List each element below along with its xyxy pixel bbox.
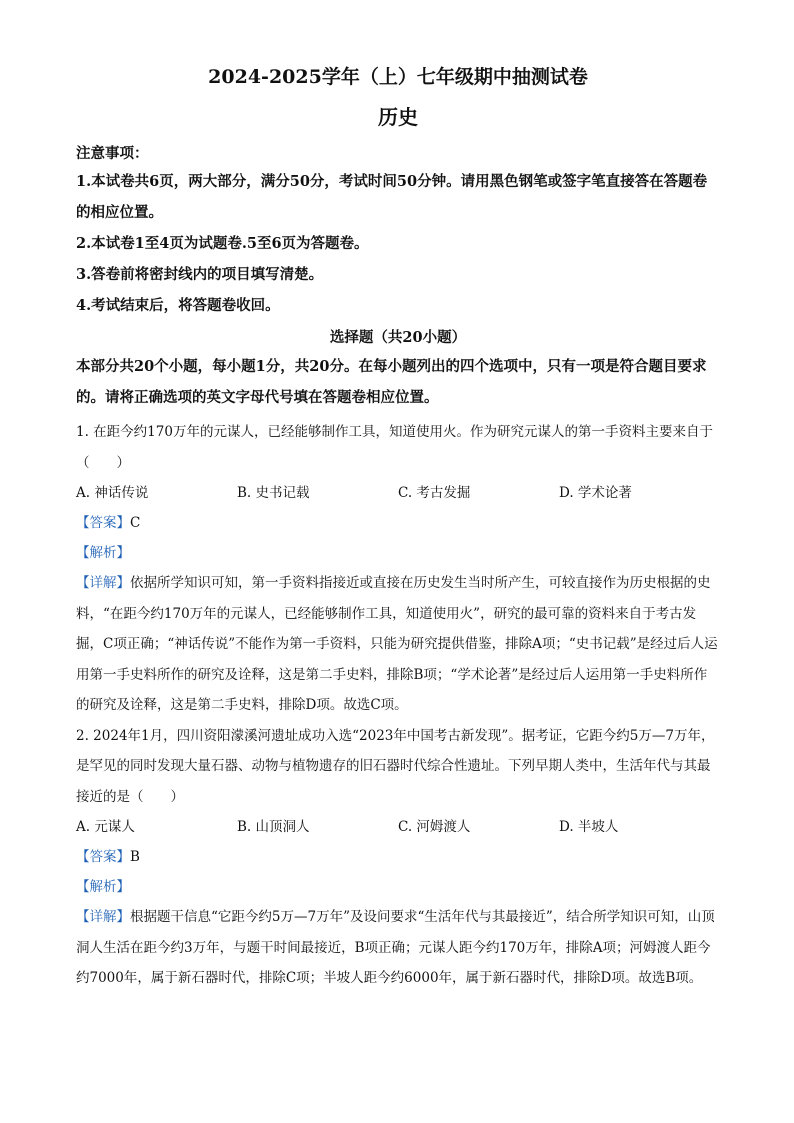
detail-label: 【详解】	[76, 575, 130, 591]
answer-line	[76, 508, 720, 538]
option-b: B. 山顶洞人	[237, 819, 310, 835]
notice-item: 4.考试结束后，将答题卷收回。	[76, 297, 280, 314]
detail-label: 【详解】	[76, 909, 130, 925]
question-1	[76, 417, 720, 721]
answer-value: C	[130, 515, 141, 531]
question-2	[76, 721, 720, 994]
subject-title: 历史	[378, 105, 418, 129]
option-b: B. 史书记载	[237, 485, 310, 501]
question-stem: 1. 在距今约170万年的元谋人，已经能够制作工具，知道使用火。作为研究元谋人的第一手资料主要来自于（ ）	[76, 424, 713, 471]
option-c: C. 考古发掘	[398, 485, 471, 501]
detail-text: 根据题干信息“它距今约5万—7万年”及设问要求“生活年代与其最接近”，结合所学知识可知，山顶洞人生活在距今约3万年，与题干时间最接近，B项正确；元谋人距今约170万年，排除A项；河姆渡人距今约7000年，属于新石器时代，排除C项；半坡人距今约6000年，属于新石器时代，排除D项。故选B项。	[76, 909, 715, 986]
option-a: A. 元谋人	[76, 819, 135, 835]
answer-value: B	[130, 849, 140, 865]
question-stem: 2. 2024年1月，四川资阳濛溪河遗址成功入选“2023年中国考古新发现”。据考证，它距今约5万—7万年，是罕见的同时发现大量石器、动物与植物遗存的旧石器时代综合性遗址。下列早期人类中，生活年代与其最接近的是（ ）	[76, 727, 715, 805]
option-list	[76, 478, 720, 508]
option-d: D. 学术论著	[559, 485, 632, 501]
section-instruction: 本部分共20个小题，每小题1分，共20分。在每小题列出的四个选项中，只有一项是符合题目要求的。请将正确选项的英文字母代号填在答题卷相应位置。	[76, 358, 707, 406]
detail-paragraph	[76, 902, 720, 994]
option-d: D. 半坡人	[559, 819, 619, 835]
exam-page	[76, 62, 720, 994]
notice-block	[76, 142, 720, 321]
analysis-label: 【解析】	[76, 879, 130, 895]
exam-title: 2024-2025学年（上）七年级期中抽测试卷	[208, 66, 588, 88]
answer-label: 【答案】	[76, 515, 130, 531]
notice-item: 1.本试卷共6页，两大部分，满分50分，考试时间50分钟。请用黑色钢笔或签字笔直接答在答题卷的相应位置。	[76, 173, 708, 221]
answer-line	[76, 842, 720, 872]
section-title: 选择题（共20小题）	[329, 329, 467, 346]
notice-item: 2.本试卷1至4页为试题卷.5至6页为答题卷。	[76, 235, 369, 252]
detail-text: 依据所学知识可知，第一手资料指接近或直接在历史发生当时所产生，可较直接作为历史根据的史料，“在距今约170万年的元谋人，已经能够制作工具，知道使用火”，研究的最可靠的资料来自于考古发掘，C项正确；“神话传说”不能作为第一手资料，只能为研究提供借鉴，排除A项；“史书记载”是经过后人运用第一手史料所作的研究及诠释，这是第二手史料，排除B项；“学术论著”是经过后人运用第一手史料所作的研究及诠释，这是第二手史料，排除D项。故选C项。	[76, 575, 718, 713]
option-a: A. 神话传说	[76, 485, 149, 501]
analysis-label: 【解析】	[76, 545, 130, 561]
answer-label: 【答案】	[76, 849, 130, 865]
option-c: C. 河姆渡人	[398, 819, 471, 835]
notice-heading: 注意事项：	[76, 145, 149, 162]
detail-paragraph	[76, 568, 720, 721]
notice-item: 3.答卷前将密封线内的项目填写清楚。	[76, 266, 324, 283]
option-list	[76, 812, 720, 842]
